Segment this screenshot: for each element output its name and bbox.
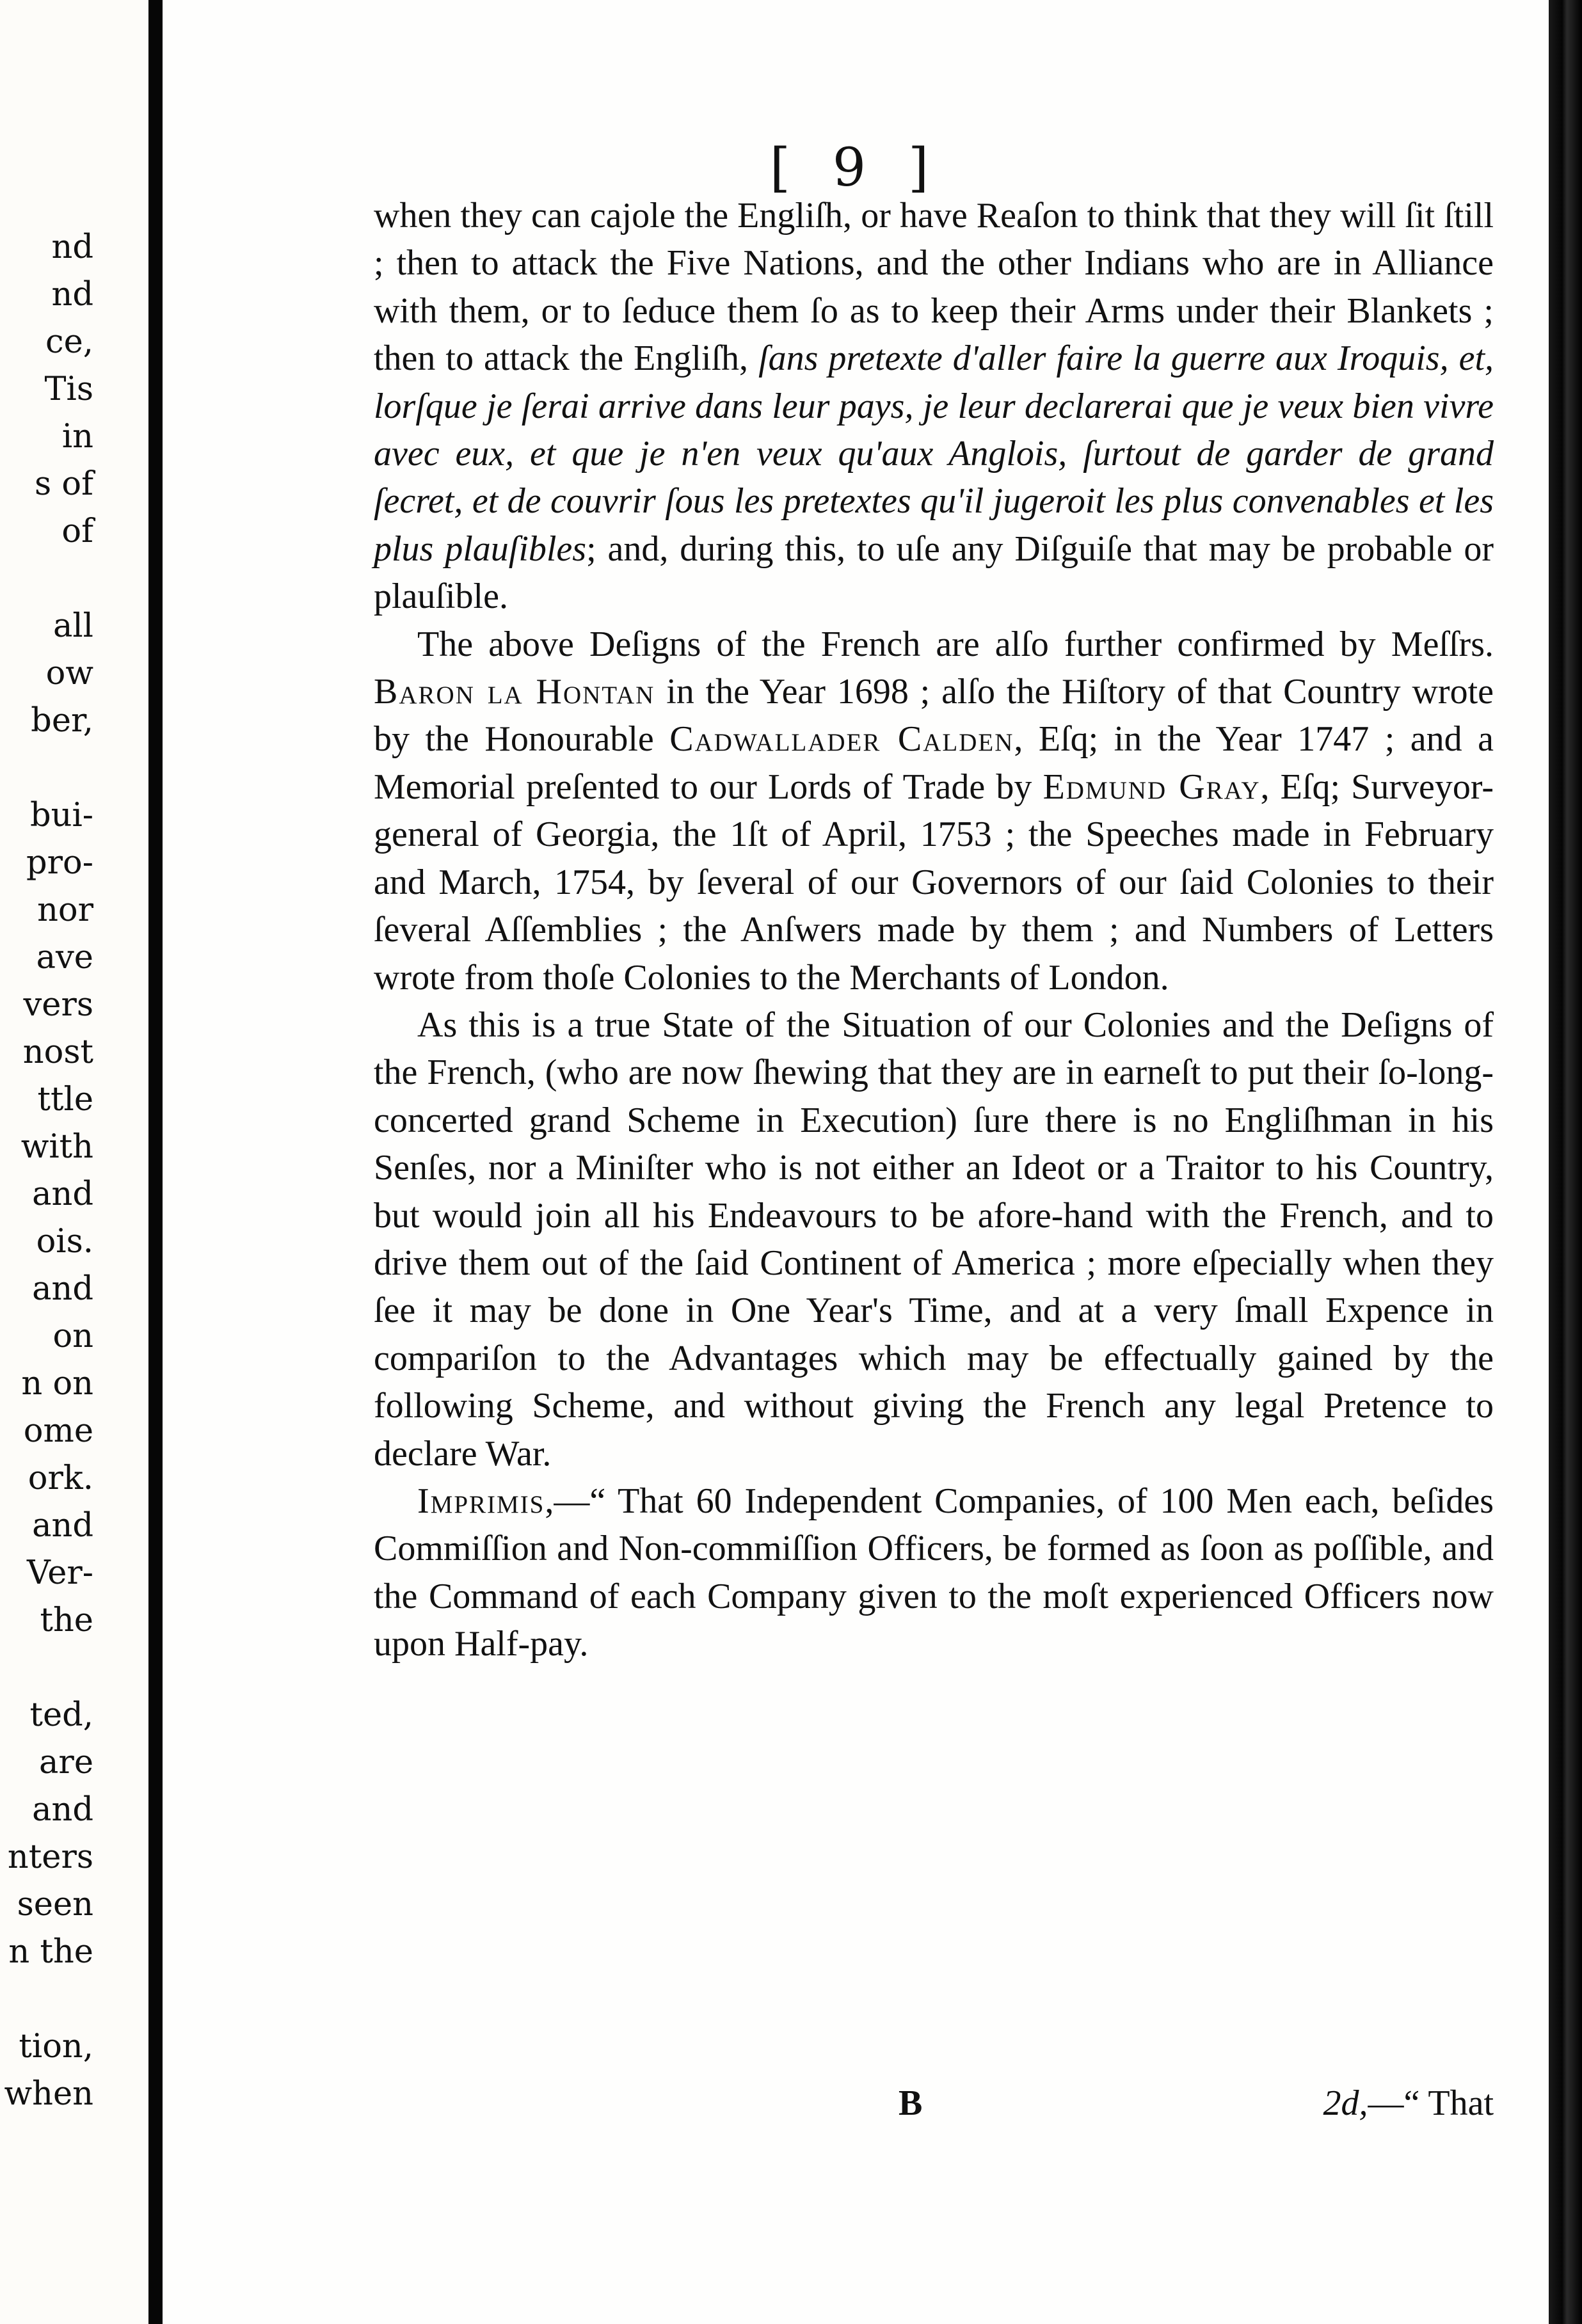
facing-line: and	[32, 1791, 93, 1829]
facing-line: ow	[45, 655, 93, 692]
p2-text-c: , Eſq; in the Year 1747 ; and a Memorial preſented to our Lords of Trade by	[374, 719, 1494, 807]
facing-line: ork.	[28, 1460, 93, 1497]
facing-line: nd	[51, 276, 93, 314]
facing-line: when	[4, 2075, 93, 2113]
facing-line: Ver-	[27, 1554, 93, 1592]
catchword-text: —“ That	[1368, 2083, 1494, 2123]
french-quotation: ſans pretexte d'aller faire la guerre aux Iroquis, et, lorſque je ſerai arrive dans leur pays, je leur declarerai que je veux bien vivre avec eux, et que je n'en veux qu'aux Anglois, ſurtout de garder de grand ſecret, et de couvrir ſous les pretextes qu'il jugeroit les plus convenables et les plus plauſibles	[374, 338, 1494, 569]
facing-line: of	[61, 513, 93, 550]
imprimis-lead: Imprimis	[417, 1481, 545, 1521]
name-calden: Cadwallader Calden	[669, 719, 1014, 760]
facing-line: the	[40, 1602, 93, 1639]
facing-page-text	[0, 224, 93, 2118]
page-number: [ 9 ]	[769, 138, 942, 198]
p2-text-d: , Eſq; Surveyor-general of Georgia, the 1ſt of April, 1753 ; the Speeches made in February and March, 1754, by ſeveral of our Governors of our ſaid Colonies to their ſeveral Aſſemblies ; the Anſwers made by them ; and Numbers of Letters wrote from thoſe Colonies to the Merchants of London.	[374, 767, 1494, 998]
facing-line: nor	[37, 891, 93, 929]
facing-line	[0, 555, 93, 603]
facing-line: Tis	[44, 370, 93, 408]
paragraph-3: As this is a true State of the Situation of our Colonies and the Deſigns of the French, (who are now ſhewing that they are in earneſt to put their ſo-long-concerted grand Scheme in Execution) ſure there is no Engliſhman in his Senſes, nor a Miniſter who is not either an Ideot or a Traitor to his Country, but would join all his Endeavours to be afore-hand with the French, and to drive them out of the ſaid Continent of America ; more eſpecially when they ſee it may be done in One Year's Time, and at a very ſmall Expence in compariſon to the Advantages which may be effectually gained by the following Scheme, and without giving the French any legal Pretence to declare War.	[374, 1005, 1494, 1474]
name-gray: Edmund Gray	[1043, 767, 1261, 807]
facing-line: with	[20, 1128, 93, 1166]
facing-line: nost	[22, 1033, 93, 1071]
p4-text: ,—“ That 60 Independent Companies, of 100 Men each, beſides Commiſſion and Non-commiſſion Officers, be formed as ſoon as poſſible, and the Command of each Company given to the moſt experienced Officers now upon Half-pay.	[374, 1481, 1494, 1664]
p2-text-a: The above Deſigns of the French are alſo further confirmed by Meſſrs.	[417, 624, 1494, 664]
paragraph-1	[374, 192, 1494, 621]
facing-line: ce,	[45, 323, 93, 361]
facing-line: ave	[36, 939, 93, 976]
facing-line: and	[32, 1507, 93, 1545]
facing-line: ted,	[29, 1696, 93, 1734]
book-page	[163, 0, 1549, 2324]
facing-line: nters	[7, 1838, 93, 1876]
book-gutter	[148, 0, 163, 2324]
facing-line: ome	[23, 1412, 93, 1450]
signature-mark: B	[899, 2083, 923, 2123]
facing-line: are	[39, 1744, 93, 1781]
facing-line	[0, 1644, 93, 1692]
page-footer	[374, 2083, 1494, 2134]
facing-line: seen	[17, 1886, 93, 1923]
facing-line: ber,	[31, 702, 93, 740]
catchword	[1323, 2083, 1494, 2124]
facing-line: n on	[21, 1365, 93, 1403]
facing-line: tion,	[19, 2028, 93, 2065]
facing-line: ois.	[36, 1223, 93, 1261]
facing-line: n the	[8, 1933, 93, 1971]
facing-line: and	[32, 1270, 93, 1308]
catchword-number: 2d,	[1323, 2083, 1368, 2123]
facing-page	[0, 0, 148, 2324]
p1-text-b: ; and, during this, to uſe any Diſguiſe that may be probable or plauſible.	[374, 529, 1494, 617]
facing-line	[0, 745, 93, 792]
paragraph-2	[374, 621, 1494, 1001]
facing-line: s of	[35, 465, 93, 503]
facing-line: on	[52, 1317, 93, 1355]
facing-line: vers	[23, 986, 93, 1024]
facing-line	[0, 1976, 93, 2023]
facing-line: in	[61, 418, 93, 456]
paragraph-4	[374, 1477, 1494, 1668]
facing-line: nd	[51, 228, 93, 266]
facing-line: pro-	[26, 844, 93, 882]
p2-text-b: in the Year 1698 ; alſo the Hiſtory of that Country wrote by the Honourable	[374, 672, 1494, 760]
p1-text-a: when they can cajole the Engliſh, or have Reaſon to think that they will ſit ſtill ; then to attack the Five Nations, and the other Indians who are in Alliance with them, or to ſeduce them ſo as to keep their Arms under their Blankets ; then to attack the Engliſh,	[374, 196, 1494, 379]
page-body	[374, 192, 1494, 1668]
page-edge	[1549, 0, 1582, 2324]
facing-line: all	[52, 607, 93, 645]
facing-line: ttle	[37, 1081, 93, 1118]
facing-line: and	[32, 1175, 93, 1213]
facing-line: bui-	[29, 797, 93, 834]
name-la-hontan: Baron la Hontan	[374, 672, 655, 712]
